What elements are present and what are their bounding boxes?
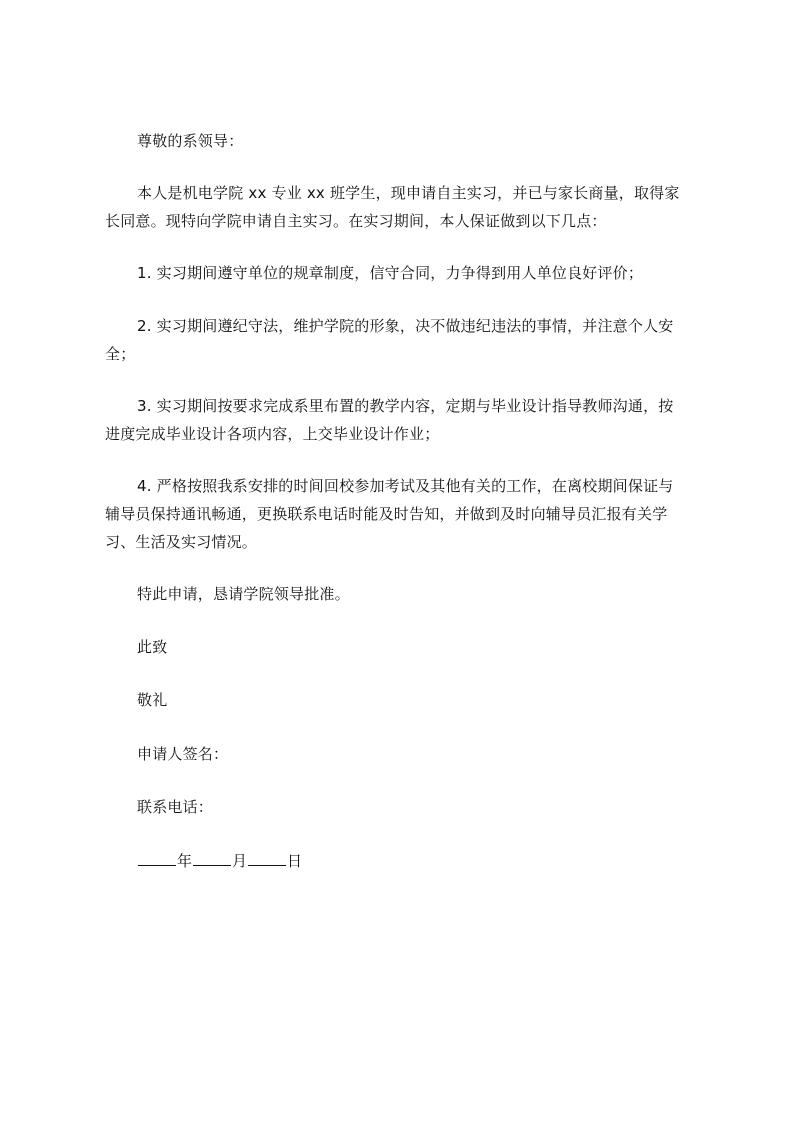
year-label: 年 xyxy=(177,852,193,870)
item-4-line-3: 习、生活及实习情况。 xyxy=(105,533,258,551)
month-blank[interactable] xyxy=(193,851,231,866)
item-3-line-1: 3. 实习期间按要求完成系里布置的教学内容，定期与毕业设计指导教师沟通，按 xyxy=(137,397,674,415)
day-label: 日 xyxy=(287,852,303,870)
item-2-line-1: 2. 实习期间遵纪守法，维护学院的形象，决不做违纪违法的事情，并注意个人安 xyxy=(137,317,674,335)
closing-jingli: 敬礼 xyxy=(137,691,168,709)
intro-paragraph-line-1: 本人是机电学院 xx 专业 xx 班学生，现申请自主实习，并已与家长商量，取得家 xyxy=(137,184,680,202)
request-line: 特此申请，恳请学院领导批准。 xyxy=(137,585,350,603)
year-blank[interactable] xyxy=(138,851,176,866)
signature-label: 申请人签名： xyxy=(137,745,229,763)
item-4-line-2: 辅导员保持通讯畅通，更换联系电话时能及时告知，并做到及时向辅导员汇报有关学 xyxy=(105,505,668,523)
date-line xyxy=(137,851,302,871)
month-label: 月 xyxy=(232,852,248,870)
item-1-line-1: 1. 实习期间遵守单位的规章制度，信守合同，力争得到用人单位良好评价； xyxy=(137,264,644,282)
phone-label: 联系电话： xyxy=(137,798,214,816)
intro-paragraph-line-2: 长同意。现特向学院申请自主实习。在实习期间，本人保证做到以下几点： xyxy=(105,212,607,230)
item-2-line-2: 全； xyxy=(105,345,136,363)
item-4-line-1: 4. 严格按照我系安排的时间回校参加考试及其他有关的工作，在离校期间保证与 xyxy=(137,477,674,495)
day-blank[interactable] xyxy=(248,851,286,866)
closing-cizhi: 此致 xyxy=(137,638,168,656)
item-3-line-2: 进度完成毕业设计各项内容，上交毕业设计作业； xyxy=(105,425,440,443)
salutation: 尊敬的系领导： xyxy=(137,132,244,150)
